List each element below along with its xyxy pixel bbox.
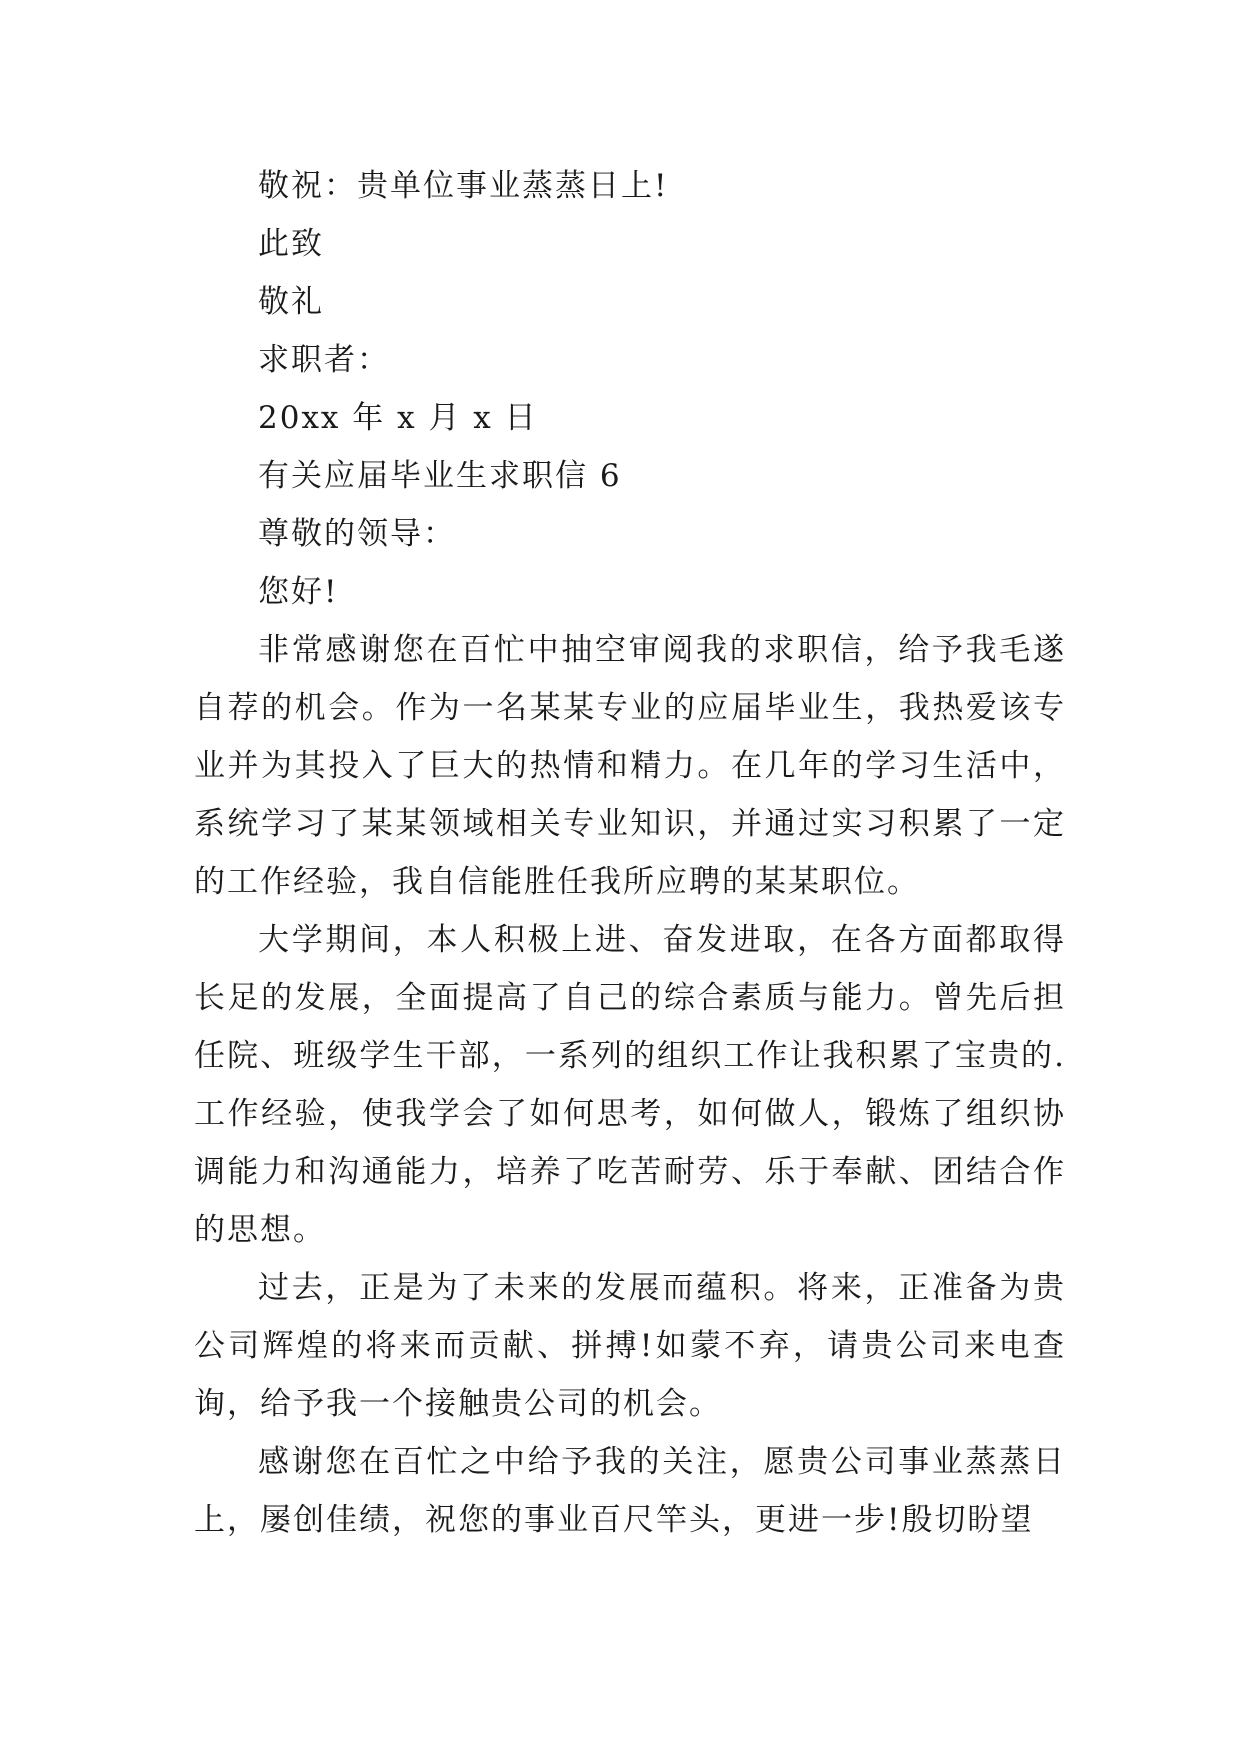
closing-salutation-1: 此致 [258,226,324,262]
paragraph: 过去，正是为了未来的发展而蕴积。将来，正准备为贵公司辉煌的将来而贡献、拼搏!如蒙不弃，请贵公司来电查询，给予我一个接触贵公司的机会。 [194,1270,1066,1422]
signer-label: 求职者： [258,342,390,378]
letter-title: 有关应届毕业生求职信 6 [258,458,622,494]
letter-date: 20xx 年 x 月 x 日 [258,400,538,436]
letter-hello: 您好! [258,574,339,610]
letter-body [194,157,1066,1549]
paragraph: 大学期间，本人积极上进、奋发进取，在各方面都取得长足的发展，全面提高了自己的综合素质与能力。曾先后担任院、班级学生干部，一系列的组织工作让我积累了宝贵的.工作经验，使我学会了如何思考，如何做人，锻炼了组织协调能力和沟通能力，培养了吃苦耐劳、乐于奉献、团结合作的思想。 [194,922,1066,1248]
paragraph: 非常感谢您在百忙中抽空审阅我的求职信，给予我毛遂自荐的机会。作为一名某某专业的应届毕业生，我热爱该专业并为其投入了巨大的热情和精力。在几年的学习生活中，系统学习了某某领域相关专业知识，并通过实习积累了一定的工作经验，我自信能胜任我所应聘的某某职位。 [194,632,1066,900]
closing-salutation-2: 敬礼 [258,284,324,320]
closing-wish: 敬祝：贵单位事业蒸蒸日上! [258,168,669,204]
letter-greeting: 尊敬的领导： [258,516,456,552]
paragraph: 感谢您在百忙之中给予我的关注，愿贵公司事业蒸蒸日上，屡创佳绩，祝您的事业百尺竿头，更进一步!殷切盼望 [194,1444,1066,1538]
